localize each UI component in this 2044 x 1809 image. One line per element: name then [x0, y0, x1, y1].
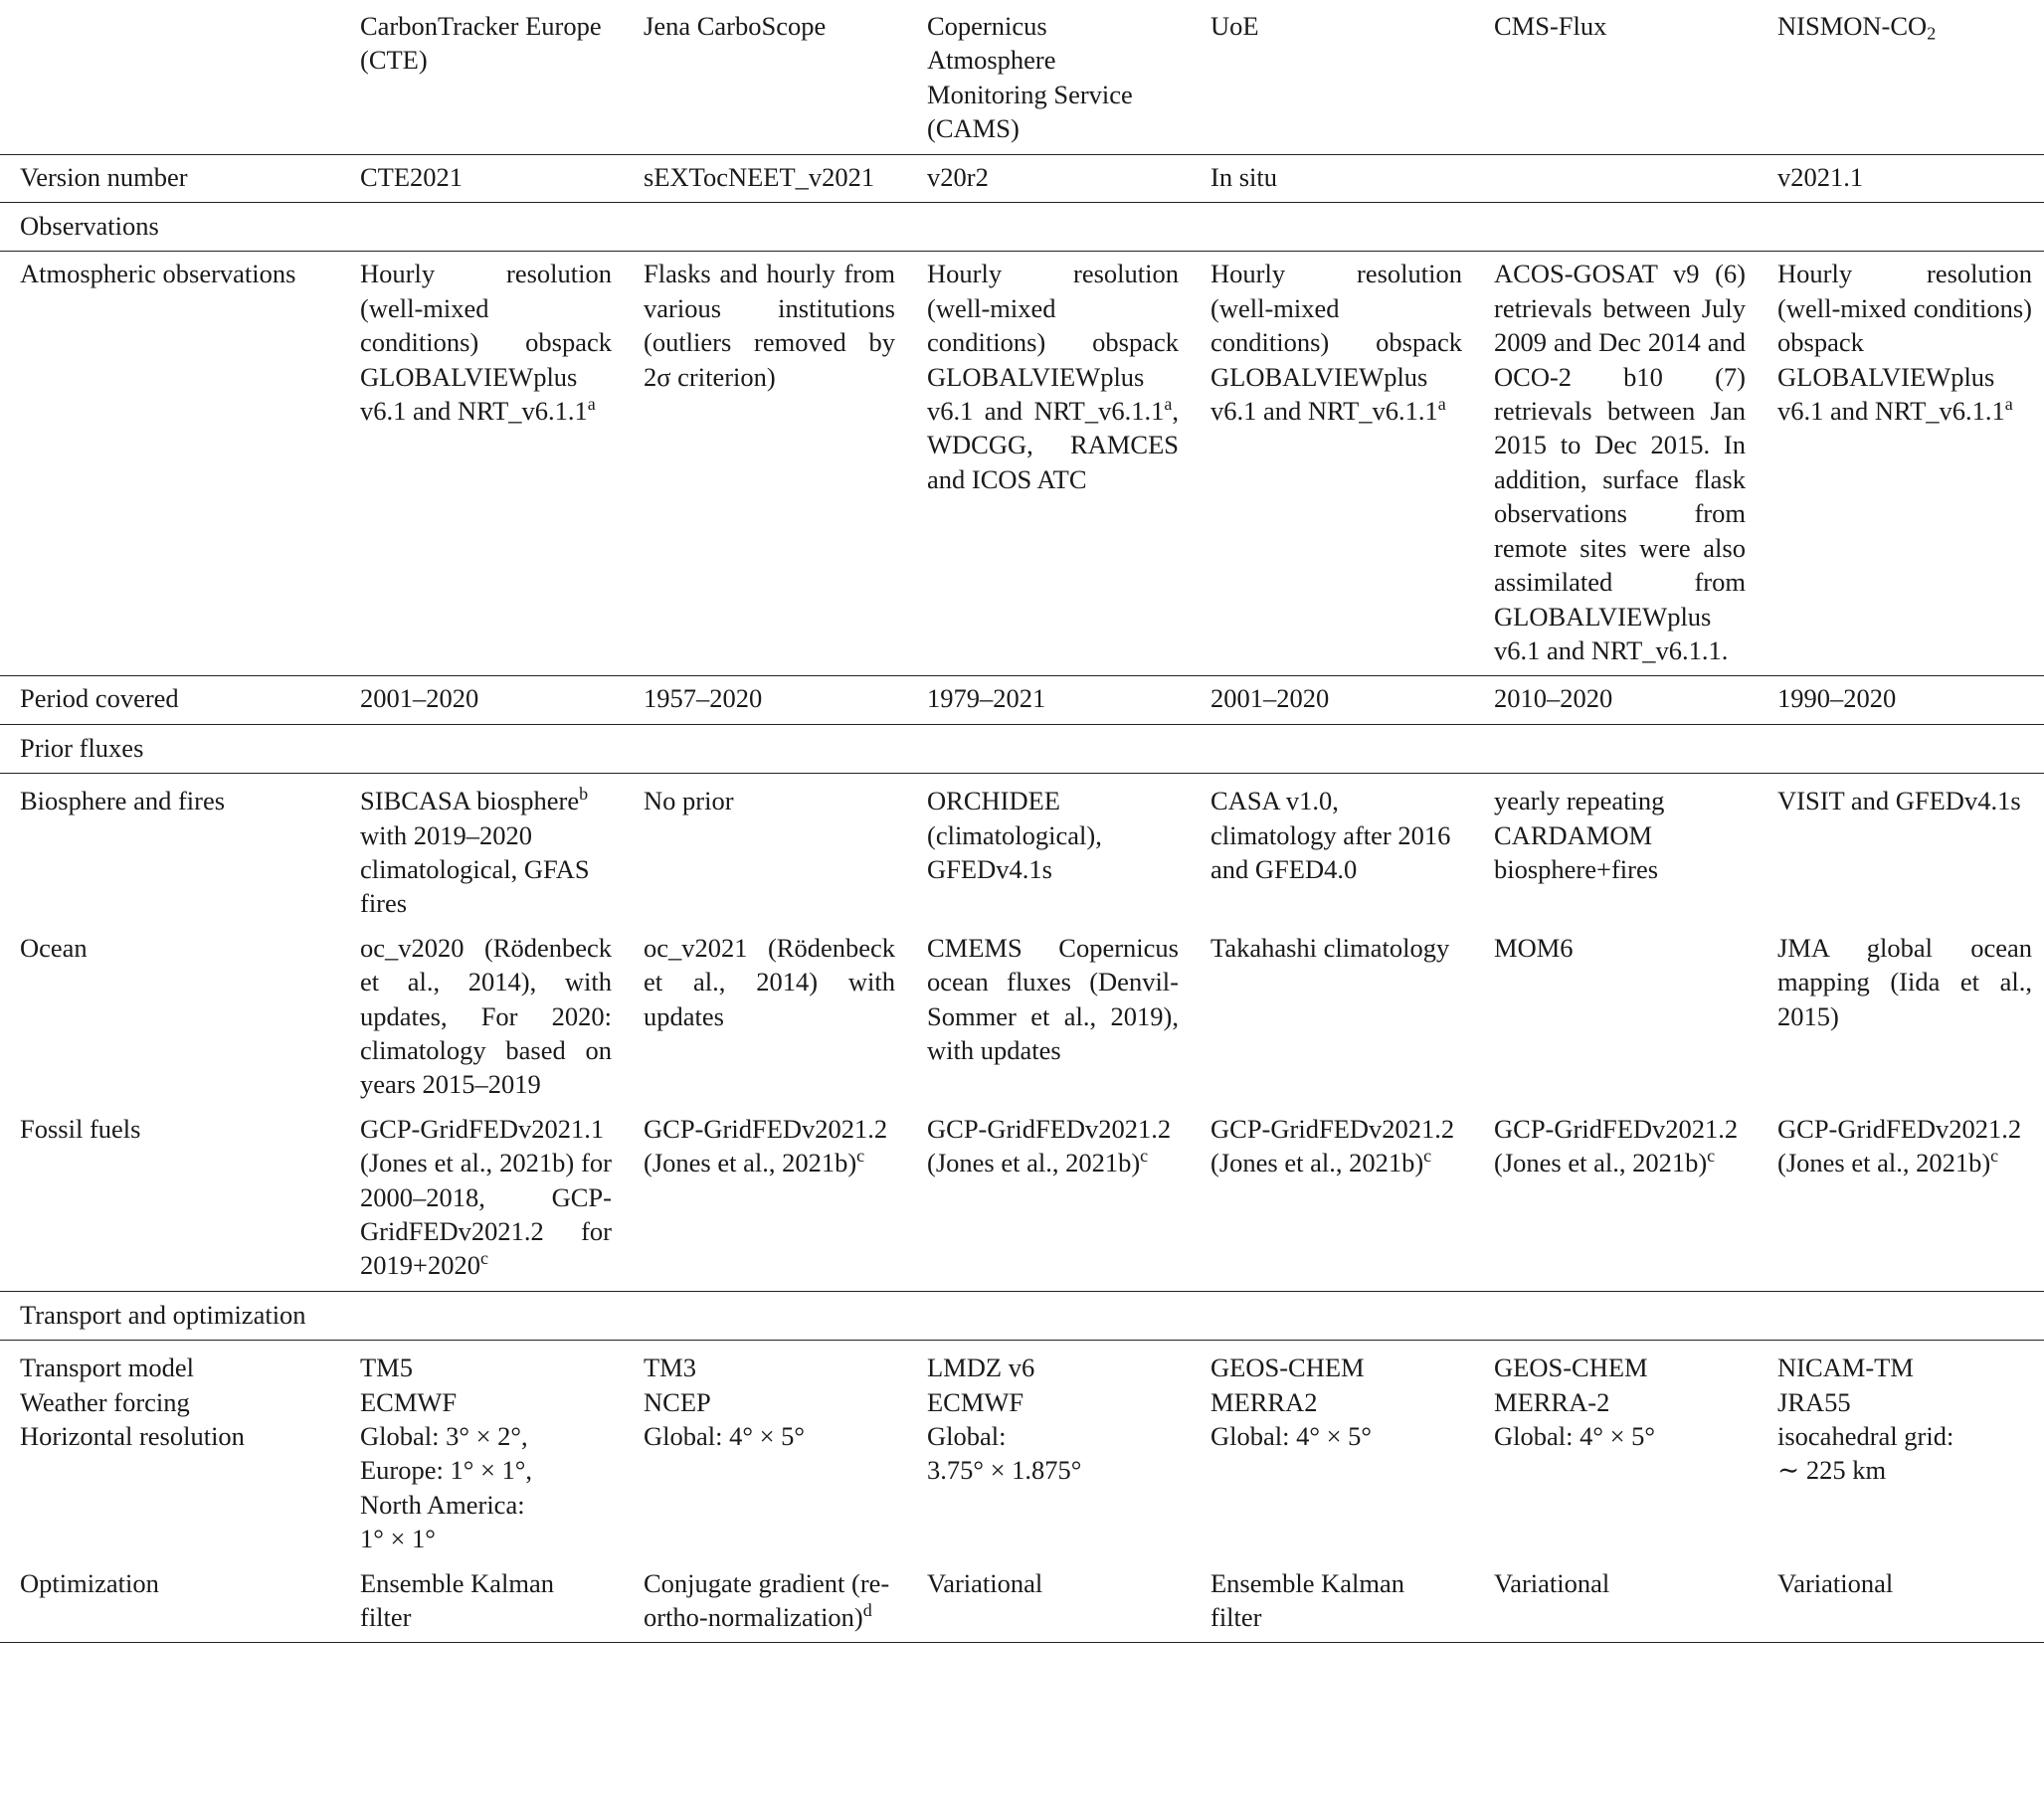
section-heading-transport: Transport and optimization [0, 1291, 2044, 1340]
biosphere-row [0, 774, 2044, 929]
header-uoe: UoE [1191, 0, 1474, 154]
cell-biosphere-cte: SIBCASA biosphere$^b$ with 2019–2020 climatological, GFAS fires [360, 784, 590, 919]
cell-period-jena: 1957–2020 [624, 676, 907, 724]
cell-period-cte: 2001–2020 [340, 676, 624, 724]
cell-fossil-uoe: GCP-GridFEDv2021.2 (Jones et al., 2021b)$^c$ [1191, 1110, 1474, 1292]
section-heading-observations: Observations [0, 203, 2044, 252]
cell-optimization-cte: Ensemble Kalman filter [340, 1564, 624, 1643]
cell-ocean-cams: CMEMS Copernicus ocean fluxes (Denvil-Sommer et al., 2019), with updates [927, 932, 1179, 1065]
section-heading-prior-fluxes: Prior fluxes [0, 724, 2044, 773]
cell-version-jena: sEXTocNEET_v2021 [624, 154, 907, 202]
row-label-period: Period covered [0, 676, 340, 724]
cell-optimization-cms: Variational [1474, 1564, 1758, 1643]
cell-transport-nismon: NICAM-TM JRA55 isocahedral grid: ∼ 225 km [1777, 1353, 1954, 1486]
ocean-row [0, 929, 2044, 1110]
period-row [0, 676, 2044, 724]
cell-biosphere-cams: ORCHIDEE (climatological), GFEDv4.1s [927, 786, 1102, 884]
cell-transport-jena: TM3 NCEP Global: 4° × 5° [644, 1353, 806, 1452]
cell-atmospheric-nismon: Hourly resolution (well-mixed conditions) obspack GLOBALVIEWplus v6.1 and NRT_v6.1.1$^a$ [1758, 252, 2044, 676]
cell-period-nismon: 1990–2020 [1758, 676, 2044, 724]
cell-transport-cte: TM5 ECMWF Global: 3° × 2°, Europe: 1° × 1°, North America: 1° × 1° [360, 1353, 533, 1554]
cell-period-uoe: 2001–2020 [1191, 676, 1474, 724]
cell-period-cams: 1979–2021 [907, 676, 1191, 724]
atmospheric-observations-row [0, 252, 2044, 676]
section-row-prior-fluxes [0, 724, 2044, 773]
cell-biosphere-uoe: CASA v1.0, climatology after 2016 and GFED4.0 [1210, 786, 1451, 884]
row-label-optimization: Optimization [0, 1564, 340, 1643]
cell-fossil-cams: GCP-GridFEDv2021.2 (Jones et al., 2021b)$^c$ [907, 1110, 1191, 1292]
cell-version-cte: CTE2021 [340, 154, 624, 202]
label-weather-forcing: Weather forcing [20, 1386, 190, 1417]
cell-period-cms: 2010–2020 [1474, 676, 1758, 724]
cell-fossil-cte: GCP-GridFEDv2021.1 (Jones et al., 2021b) for 2000–2018, GCP-GridFEDv2021.2 for $2019+2020^c$ [340, 1110, 624, 1292]
cell-atmospheric-cms: ACOS-GOSAT v9 (6) retrievals between July 2009 and Dec 2014 and OCO-2 b10 (7) retrievals between Jan 2015 to Dec 2015. In addition, surface flask observations from remote sites were also assimilated from GLOBALVIEWplus v6.1 and NRT_v6.1.1. [1474, 252, 1758, 676]
section-row-observations [0, 203, 2044, 252]
cell-ocean-cte: oc_v2020 (Rödenbeck et al., 2014), with updates, For 2020: climatology based on years 2015–2019 [360, 932, 612, 1100]
cell-ocean-cms: MOM6 [1494, 932, 1574, 963]
header-cms-flux: CMS-Flux [1474, 0, 1758, 154]
row-label-fossil: Fossil fuels [0, 1110, 340, 1292]
cell-optimization-jena: Conjugate gradient (re-ortho-normalization)$^d$ [624, 1564, 907, 1643]
cell-ocean-nismon: JMA global ocean mapping (Iida et al., 2015) [1777, 932, 2032, 1031]
header-nismon: NISMON-$CO_2$ [1758, 0, 2044, 154]
cell-fossil-cms: GCP-GridFEDv2021.2 (Jones et al., 2021b)$^c$ [1474, 1110, 1758, 1292]
cell-transport-uoe: GEOS-CHEM MERRA2 Global: 4° × 5° [1210, 1353, 1373, 1452]
cell-optimization-cams: Variational [907, 1564, 1191, 1643]
cell-optimization-nismon: Variational [1758, 1564, 2044, 1643]
row-label-transport [0, 1341, 340, 1564]
cell-fossil-nismon: GCP-GridFEDv2021.2 (Jones et al., 2021b)$^c$ [1758, 1110, 2044, 1292]
header-cte: CarbonTracker Europe (CTE) [340, 0, 624, 154]
cell-version-cms [1474, 154, 1758, 202]
cell-biosphere-cms: yearly repeating CARDAMOM biosphere+fires [1494, 786, 1665, 884]
row-label-biosphere: Biosphere and fires [20, 786, 226, 816]
header-cams: Copernicus Atmosphere Monitoring Service (CAMS) [907, 0, 1191, 154]
cell-version-nismon: v2021.1 [1758, 154, 2044, 202]
cell-atmospheric-cams: Hourly resolution (well-mixed conditions) obspack GLOBALVIEWplus v6.1 and NRT_v6.1.1$^a$, WDCGG, RAMCES and ICOS ATC [907, 252, 1191, 676]
cell-version-uoe: In situ [1191, 154, 1474, 202]
cell-ocean-uoe: Takahashi climatology [1210, 932, 1450, 963]
header-corner [0, 0, 340, 154]
row-label-version: Version number [0, 154, 340, 202]
cell-ocean-jena: oc_v2021 (Rödenbeck et al., 2014) with updates [644, 932, 895, 1031]
section-row-transport [0, 1291, 2044, 1340]
version-row [0, 154, 2044, 202]
cell-atmospheric-cte: Hourly resolution (well-mixed conditions) obspack GLOBALVIEWplus v6.1 and NRT_v6.1.1$^a$ [340, 252, 624, 676]
label-transport-model: Transport model [20, 1353, 194, 1383]
cell-atmospheric-jena: Flasks and hourly from various institutions (outliers removed by 2σ criterion) [624, 252, 907, 676]
cell-fossil-jena: GCP-GridFEDv2021.2 (Jones et al., 2021b)$^c$ [624, 1110, 907, 1292]
header-jena: Jena CarboScope [624, 0, 907, 154]
optimization-row [0, 1564, 2044, 1643]
header-nismon-subscript: 2 [1927, 23, 1937, 44]
cell-biosphere-nismon: VISIT and GFEDv4.1s [1777, 786, 2021, 816]
transport-row [0, 1341, 2044, 1564]
cell-optimization-uoe: Ensemble Kalman filter [1191, 1564, 1474, 1643]
cell-version-cams: v20r2 [907, 154, 1191, 202]
cell-transport-cms: GEOS-CHEM MERRA-2 Global: 4° × 5° [1494, 1353, 1656, 1452]
header-row [0, 0, 2044, 154]
fossil-fuels-row [0, 1110, 2044, 1292]
cell-atmospheric-uoe: Hourly resolution (well-mixed conditions) obspack GLOBALVIEWplus v6.1 and NRT_v6.1.1$^a$ [1191, 252, 1474, 676]
cell-biosphere-jena: No prior [644, 786, 734, 816]
row-label-ocean: Ocean [20, 932, 88, 963]
row-label-atmospheric: Atmospheric observations [0, 252, 340, 676]
cell-transport-cams: LMDZ v6 ECMWF Global: 3.75° × 1.875° [927, 1353, 1082, 1486]
label-horizontal-resolution: Horizontal resolution [20, 1421, 245, 1452]
